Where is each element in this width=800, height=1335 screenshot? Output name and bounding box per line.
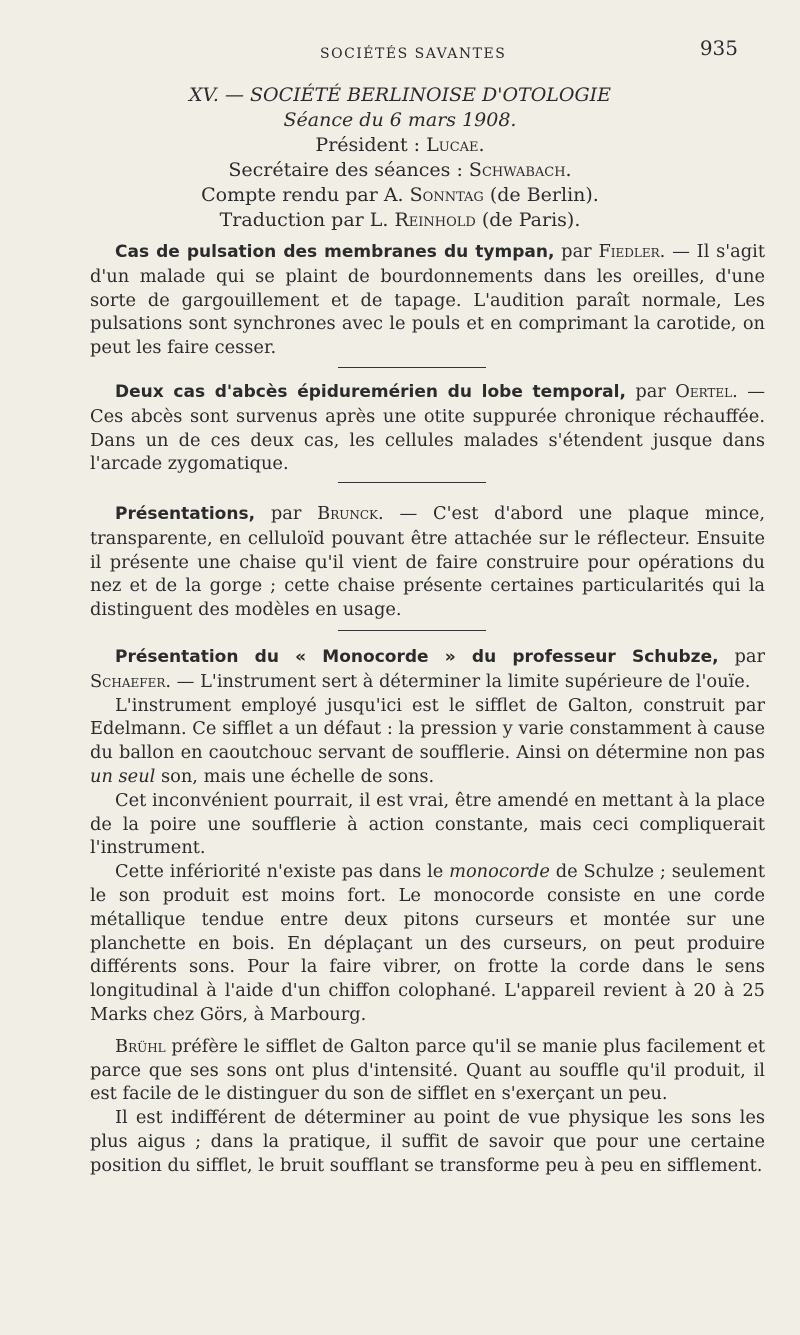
- paragraph: Brühl préfère le sifflet de Galton parce qu'il se manie plus facilement et parce que ses sons ont plus d'intensité. Quant au souffle qu'il produit, il est facile de le distinguer du son de sifflet en s'exerçant un peu.: [90, 1035, 765, 1105]
- section-divider: [338, 367, 486, 368]
- page-number: 935: [699, 36, 738, 60]
- compte-rendu-line: Compte rendu par A. Sonntag (de Berlin).: [201, 184, 599, 206]
- section-heading: Présentation du « Monocorde » du professeur Schubze,: [115, 647, 719, 667]
- seance-date: Séance du 6 mars 1908.: [283, 109, 517, 131]
- section-pulsation: Cas de pulsation des membranes du tympan, par Fiedler. — Il s'agit d'un malade qui se plaint de bourdonnements dans les oreilles, d'une sorte de gargouillement et de tapage. L'audition paraît normale, Les pulsations sont synchrones avec le pouls et en comprimant la carotide, on peut les faire cesser.: [90, 241, 765, 359]
- president-name: Lucae.: [426, 134, 485, 156]
- section-divider: [338, 630, 486, 631]
- section-abces: Deux cas d'abcès épiduremérien du lobe temporal, par Oertel. — Ces abcès sont survenus après une otite suppurée chronique réchauffée. Dans un de ces deux cas, les cellules malades s'étendent jusque dans l'arcade zygomatique.: [90, 381, 766, 475]
- section-author: Fiedler.: [598, 241, 666, 262]
- paragraph-author: Brühl: [115, 1035, 166, 1057]
- section-body: — Ces abcès sont survenus après une otite suppurée chronique réchauffée. Dans un de ces deux cas, les cellules malades s'étendent jusque dans l'arcade zygomatique.: [90, 381, 766, 475]
- section-divider: [338, 482, 486, 483]
- paragraph: Il est indifférent de déterminer au point de vue physique les sons les plus aigus ; dans la pratique, il suffit de savoir que pour une certaine position du sifflet, le bruit soufflant se transforme peu à peu en sifflement.: [90, 1107, 765, 1176]
- secretaire-line: Secrétaire des séances : Schwabach.: [228, 159, 572, 181]
- section-monocorde: Présentation du « Monocorde » du professeur Schubze, par Schaefer. — L'instrument sert à déterminer la limite supérieure de l'ouïe. L'instrument employé jusqu'ici est le sifflet de Galton, construit par Edelmann. Ce sifflet a un défaut : la pression y varie constamment à cause du ballon en caoutchouc servant de soufflerie. Ainsi on détermine non pas un seul son, mais une échelle de sons. Cet inconvénient pourrait, il est vrai, être amendé en mettant à la place de la poire une soufflerie à action constante, mais ceci compliquerait l'instrument. Cette infériorité n'existe pas dans le monocorde de Schulze ; seulement le son produit est moins fort. Le monocorde consiste en une corde métallique tendue entre deux pitons curseurs et montée sur une planchette en bois. En déplaçant un des curseurs, on peut produire différents sons. Pour la faire vibrer, on frotte la corde dans le sens longitudinal à l'aide d'un chiffon colophané. L'appareil revient à 20 à 25 Marks chez Görs, à Marbourg. Brühl préfère le sifflet de Galton parce qu'il se manie plus facilement et parce que ses sons ont plus d'intensité. Quant au souffle qu'il produit, il est facile de le distinguer du son de sifflet en s'exerçant un peu. Il est indifférent de déterminer au point de vue physique les sons les plus aigus ; dans la pratique, il suffit de savoir que pour une certaine position du sifflet, le bruit soufflant se transforme peu à peu en sifflement.: [90, 646, 765, 1176]
- running-head: [90, 36, 790, 72]
- society-header: [90, 83, 710, 233]
- section-author: Oertel.: [675, 381, 738, 402]
- section-body: — C'est d'abord une plaque mince, transparente, en celluloïd pouvant être attachée sur le réflecteur. Ensuite il présente une chaise qu'il vient de faire construire pour opérations du nez et de la gorge ; cette chaise présente certaines particularités qui la distinguent des modèles en usage.: [90, 503, 765, 621]
- running-head-title: SOCIÉTÉS SAVANTES: [320, 46, 507, 62]
- section-heading: Présentations,: [115, 504, 256, 524]
- society-title: XV. — SOCIÉTÉ BERLINOISE D'OTOLOGIE: [188, 84, 612, 106]
- president-line: Président : Lucae.: [315, 134, 485, 156]
- paragraph: L'instrument employé jusqu'ici est le sifflet de Galton, construit par Edelmann. Ce sifflet a un défaut : la pression y varie constamment à cause du ballon en caoutchouc servant de soufflerie. Ainsi on détermine non pas un seul son, mais une échelle de sons.: [90, 694, 765, 787]
- section-author: Schaefer.: [90, 670, 172, 692]
- section-body: — Il s'agit d'un malade qui se plaint de bourdonnements dans les oreilles, d'une sorte de gargouillement et de tapage. L'audition paraît normale, Les pulsations sont synchrones avec le pouls et en comprimant la carotide, on peut les faire cesser.: [90, 241, 765, 359]
- secretaire-name: Schwabach.: [468, 159, 572, 181]
- section-heading: Cas de pulsation des membranes du tympan,: [115, 242, 555, 262]
- traduction-line: Traduction par L. Reinhold (de Paris).: [219, 209, 581, 231]
- paragraph: Cet inconvénient pourrait, il est vrai, être amendé en mettant à la place de la poire une soufflerie à action constante, mais ceci compliquerait l'instrument.: [90, 789, 765, 859]
- section-body: — L'instrument sert à déterminer la limite supérieure de l'ouïe.: [171, 670, 751, 692]
- section-heading: Deux cas d'abcès épiduremérien du lobe temporal,: [115, 382, 626, 402]
- paragraph: Cette infériorité n'existe pas dans le monocorde de Schulze ; seulement le son produit est moins fort. Le monocorde consiste en une corde métallique tendue entre deux pitons curseurs et montée sur une planchette en bois. En déplaçant un des curseurs, on peut produire différents sons. Pour la faire vibrer, on frotte la corde dans le sens longitudinal à l'aide d'un chiffon colophané. L'appareil revient à 20 à 25 Marks chez Görs, à Marbourg.: [90, 861, 765, 1025]
- section-author: Brunck.: [317, 503, 384, 524]
- section-presentations: Présentations, par Brunck. — C'est d'abord une plaque mince, transparente, en celluloïd pouvant être attachée sur le réflecteur. Ensuite il présente une chaise qu'il vient de faire construire pour opérations du nez et de la gorge ; cette chaise présente certaines particularités qui la distinguent des modèles en usage.: [90, 503, 765, 621]
